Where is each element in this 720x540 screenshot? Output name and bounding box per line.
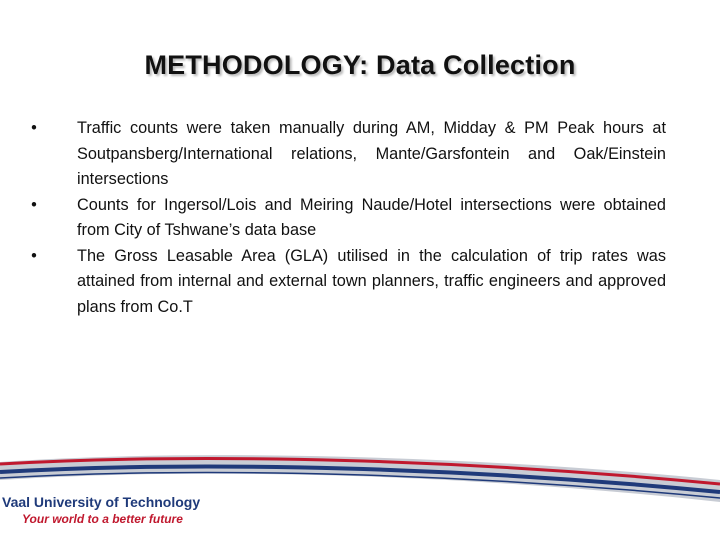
- bullet-text: Traffic counts were taken manually during AM, Midday & PM Peak hours at Soutpansberg/International relations, Mante/Garsfontein and Oak/Einstein intersections: [77, 119, 666, 188]
- bullet-item: [26, 193, 666, 244]
- institution-name: Vaal University of Technology: [2, 494, 201, 510]
- bullet-item: [26, 244, 666, 321]
- bullet-text: The Gross Leasable Area (GLA) utilised in the calculation of trip rates was attained from internal and external town planners, traffic engineers and approved plans from Co.T: [77, 246, 666, 316]
- slide-title: METHODOLOGY: Data Collection: [144, 50, 576, 80]
- bullet-item: [26, 116, 666, 193]
- bullet-list: [26, 116, 666, 320]
- bullet-marker: •: [31, 246, 37, 265]
- institution-tagline: Your world to a better future: [22, 512, 183, 526]
- bullet-marker: •: [31, 195, 37, 214]
- bullet-marker: •: [31, 119, 37, 137]
- bullet-text: Counts for Ingersol/Lois and Meiring Naude/Hotel intersections were obtained from City of Tshwane’s data base: [77, 195, 666, 239]
